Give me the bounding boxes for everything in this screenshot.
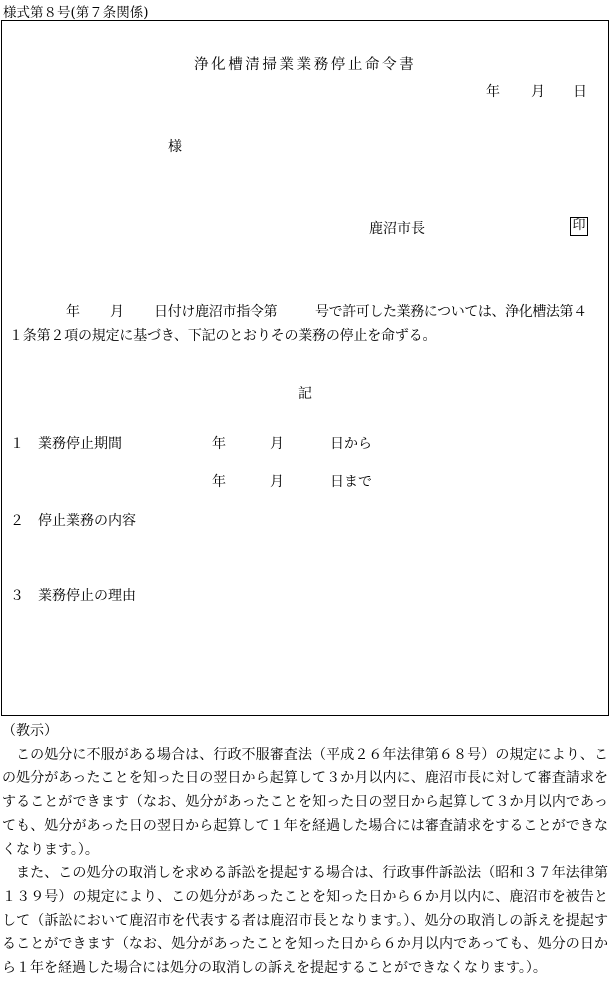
addressee-suffix: 様 (168, 139, 182, 155)
body-month-label: 月 (110, 304, 124, 320)
item2-label: 停止業務の内容 (38, 513, 136, 529)
notice-paragraph-1: この処分に不服がある場合は、行政不服審査法（平成２６年法律第６８号）の規定により、この処分があったことを知った日の翌日から起算して３か月以内に、鹿沼市長に対して審査請求をすることができます（なお、処分があったことを知った日の翌日から起算して３か月以内であっても、処分があった日の翌日から起算して１年を経過した場合には審査請求をすることができなくなります。）。 (2, 746, 608, 858)
item1-to-day: 日まで (330, 474, 372, 490)
order-form-frame (1, 20, 609, 716)
seal-stamp: 印 (570, 217, 588, 236)
item1-from-day: 日から (330, 436, 372, 452)
item1-label: 業務停止期間 (38, 436, 122, 452)
date-month-label: 月 (531, 84, 545, 100)
document-title: 浄化槽清掃業業務停止命令書 (194, 57, 417, 73)
item1-from-year: 年 (212, 436, 226, 452)
item2-number: ２ (10, 513, 24, 529)
item1-to-year: 年 (212, 474, 226, 490)
body-text-b: 号で許可した業務については、浄化槽法第４ (315, 304, 587, 320)
item3-number: ３ (10, 588, 24, 604)
body-line-2: １条第２項の規定に基づき、下記のとおりその業務の停止を命ずる。 (9, 328, 437, 344)
notice-paragraph-2: また、この処分の取消しを求める訴訟を提起する場合は、行政事件訴訟法（昭和３７年法律第１３９号）の規定により、この処分があったことを知った日から６か月以内に、鹿沼市を被告として（訴訟において鹿沼市を代表する者は鹿沼市長となります。）、処分の取消しの訴えを提起することができます（なお、処分があったことを知った日から６か月以内であっても、処分の日から１年を経過した場合には処分の取消しの訴えを提起することができなくなります。）。 (2, 865, 608, 977)
item1-to-month: 月 (270, 474, 284, 490)
issuer-name: 鹿沼市長 (369, 221, 425, 237)
item3-label: 業務停止の理由 (38, 588, 136, 604)
body-text-a: 日付け鹿沼市指令第 (154, 304, 278, 320)
notice-heading: （教示） (2, 723, 58, 739)
item1-from-month: 月 (270, 436, 284, 452)
item1-number: １ (10, 436, 24, 452)
date-year-label: 年 (486, 84, 500, 100)
ki-heading: 記 (298, 386, 312, 402)
form-number: 様式第８号(第７条関係) (3, 5, 149, 21)
date-day-label: 日 (573, 84, 587, 100)
appeal-notice (2, 720, 608, 981)
body-year-label: 年 (66, 304, 80, 320)
